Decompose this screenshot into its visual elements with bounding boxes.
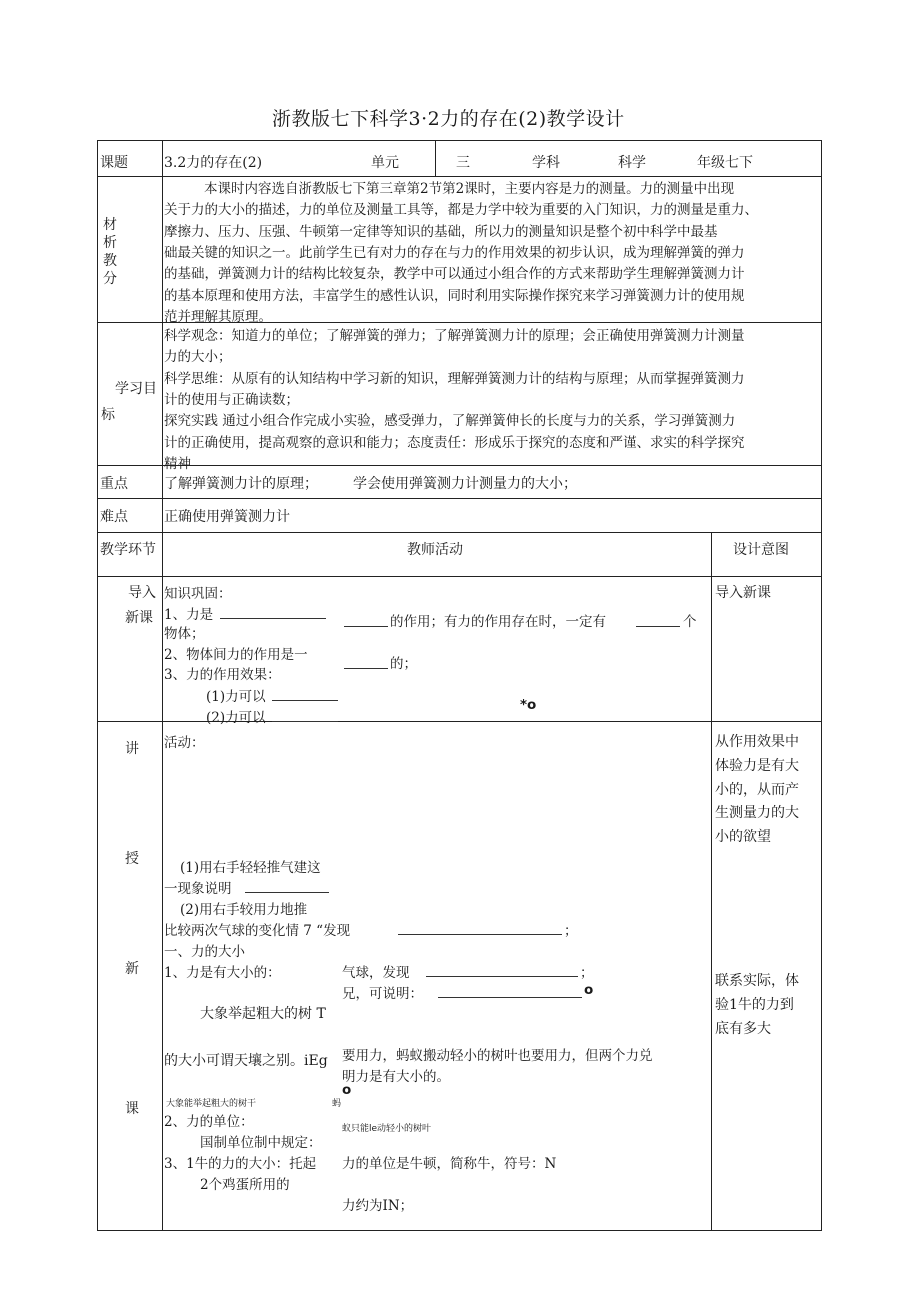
lecture-label-4: 课 xyxy=(125,1101,139,1117)
q3-2: (2)力可以 xyxy=(206,710,266,726)
item-1-1-blank xyxy=(426,964,578,977)
objectives-label: 学习目 xyxy=(115,381,157,397)
q1-blank-1 xyxy=(220,606,326,619)
q1-c: 个 xyxy=(683,614,697,630)
unit-value: 三 xyxy=(456,155,470,171)
ant-text-b: 的大小可谓天壤之别。iEg xyxy=(164,1053,328,1069)
step1-b: 一现象说明 xyxy=(164,881,232,897)
subject-label: 学科 xyxy=(532,155,560,171)
elephant-text: 大象举起粗大的树 T xyxy=(200,1006,326,1022)
activity-label: 活动： xyxy=(164,735,205,751)
q3-1: (1)力可以 xyxy=(206,689,266,705)
q1-blank-3 xyxy=(636,614,680,627)
material-label-4: 分 xyxy=(103,271,117,287)
key-point-label: 重点 xyxy=(100,476,128,492)
ant-text-a: 要用力，蚂蚁搬动轻小的树叶也要用力，但两个力兑 xyxy=(342,1048,653,1064)
item-1-1d-blank xyxy=(438,985,582,998)
lecture-label-2: 授 xyxy=(125,851,139,867)
ant-text-d: o xyxy=(342,1082,352,1098)
image-caption-ant-a: 蚂 xyxy=(332,1099,342,1109)
intro-label-b: 新课 xyxy=(125,610,153,626)
section-heading-2: 2、力的单位： xyxy=(164,1114,254,1130)
q3-end: *o xyxy=(520,697,537,713)
difficulty-text: 正确使用弹簧测力计 xyxy=(164,509,290,525)
objectives-label-2: 标 xyxy=(101,407,115,423)
item-3c: 力约为IN； xyxy=(342,1198,414,1214)
ant-text-c: 明力是有大小的。 xyxy=(342,1069,450,1085)
q3-1-blank xyxy=(272,688,338,701)
section-heading-1: 一、力的大小 xyxy=(164,944,245,960)
intro-label-a: 导入 xyxy=(128,585,156,601)
step2-a: (2)用右手较用力地推 xyxy=(180,902,308,918)
step2-blank xyxy=(398,922,562,935)
step2-b: 比较两次气球的变化情 7 “发现 xyxy=(164,923,351,939)
key-point-text-a: 了解弹簧测力计的原理； xyxy=(164,476,318,492)
item-2b: 力的单位是牛顿，简称牛，符号：N xyxy=(342,1156,557,1172)
col-header-stage: 教学环节 xyxy=(100,542,156,558)
item-1-1: 1、力是有大小的： xyxy=(164,965,281,981)
q1-b: 的作用；有力的作用存在时，一定有 xyxy=(390,614,606,630)
unit-label: 单元 xyxy=(371,155,399,171)
subject-value: 科学 xyxy=(618,155,646,171)
q3: 3、力的作用效果： xyxy=(164,667,281,683)
difficulty-label: 难点 xyxy=(100,509,128,525)
section-heading-3: 3、1牛的力的大小：托起 xyxy=(164,1156,317,1172)
page-title: 浙教版七下科学3·2力的存在(2)教学设计 xyxy=(272,108,625,130)
review-heading: 知识巩固： xyxy=(164,586,232,602)
image-caption-elephant: 大象能举起粗大的树干 xyxy=(166,1099,257,1109)
q1-blank-2 xyxy=(344,614,388,627)
step1-a: (1)用右手轻轻推气建这 xyxy=(180,860,321,876)
step1-blank xyxy=(245,880,329,893)
material-label-2: 析 xyxy=(103,235,117,251)
item-2a: 国制单位制中规定： xyxy=(200,1135,322,1151)
image-caption-ant-b: 蚁只能le动轻小的树叶 xyxy=(342,1124,432,1134)
item-1-1e: o xyxy=(584,982,594,998)
q2-blank xyxy=(344,656,388,669)
topic-value: 3.2力的存在(2) xyxy=(164,155,263,171)
material-label-3: 教 xyxy=(103,253,117,269)
lecture-label-1: 讲 xyxy=(125,741,139,757)
q1-d: 物体； xyxy=(164,626,205,642)
q2-a: 2、物体间力的作用是一 xyxy=(164,647,308,663)
topic-label: 课题 xyxy=(100,155,128,171)
item-1-1b: 气球，发现 xyxy=(342,965,410,981)
key-point-text-b: 学会使用弹簧测力计测量力的大小； xyxy=(353,476,577,492)
q2-b: 的； xyxy=(390,656,417,672)
step2-c: ； xyxy=(564,923,578,939)
item-1-1c: ； xyxy=(580,965,594,981)
col-header-intent: 设计意图 xyxy=(733,542,789,558)
col-header-teacher: 教师活动 xyxy=(407,542,463,558)
q1-a: 1、力是 xyxy=(164,607,214,623)
intro-intent: 导入新课 xyxy=(715,585,771,601)
lecture-label-3: 新 xyxy=(125,961,139,977)
grade-value: 年级七下 xyxy=(697,155,753,171)
q3-2-blank xyxy=(272,709,338,722)
item-1-1d: 兄，可说明： xyxy=(342,986,423,1002)
item-3b: 2个鸡蛋所用的 xyxy=(200,1177,290,1193)
material-label-1: 材 xyxy=(103,217,117,233)
